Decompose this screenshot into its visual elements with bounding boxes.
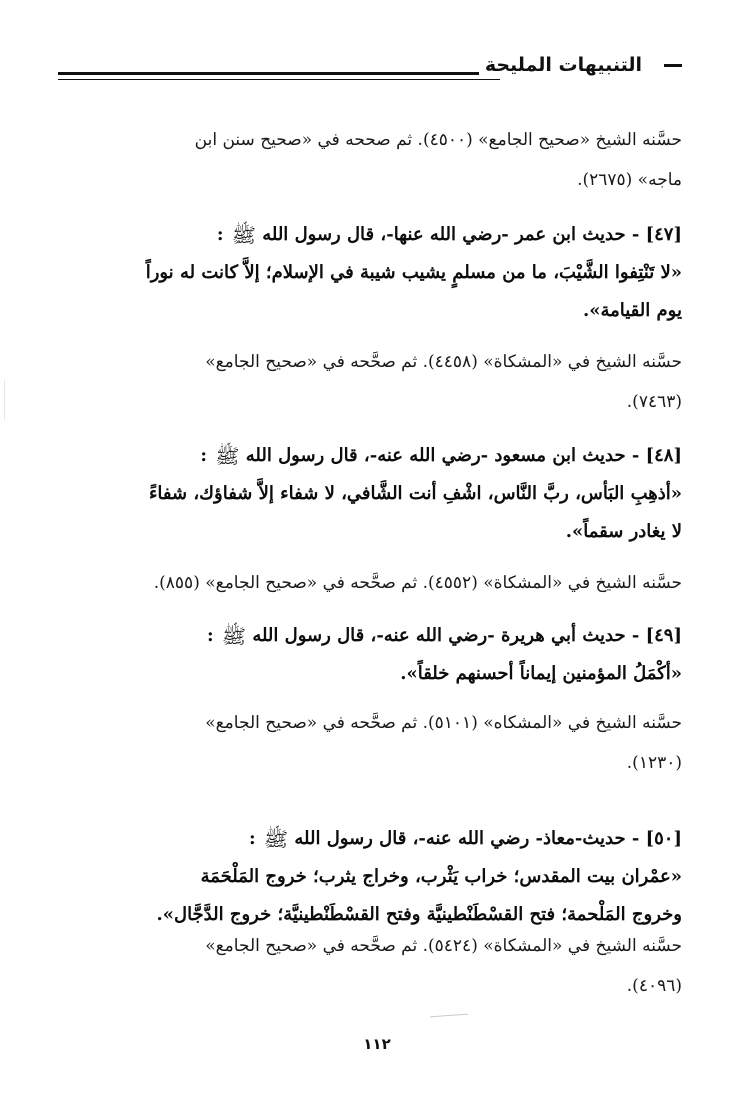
hadith-intro: - حديث أبي هريرة -رضي الله عنه-، قال رسول الله xyxy=(246,625,646,646)
note-line: حسَّنه الشيخ في «المشكاة» (٥٤٢٤). ثم صحَّحه في «صحيح الجامع» xyxy=(205,936,682,956)
hadith-colon: : xyxy=(216,224,224,245)
running-header xyxy=(58,52,682,86)
note-line: (٤٠٩٦). xyxy=(626,976,682,996)
note-line: حسَّنه الشيخ «صحيح الجامع» (٤٥٠٠). ثم صححه في «صحيح سنن ابن xyxy=(194,130,682,150)
takhrij-note xyxy=(60,926,682,1006)
hadith-number: [٤٧] xyxy=(645,224,682,245)
note-line: ماجه» (٢٦٧٥). xyxy=(577,170,682,190)
salawat-glyph: ﷺ xyxy=(263,827,289,851)
hadith-line: «لا تَنْتِفوا الشَّيْبَ، ما من مسلمٍ يشيب شيبة في الإسلام؛ إلاَّ كانت له نوراً xyxy=(145,262,682,283)
hadith-number: [٤٨] xyxy=(645,445,682,466)
hadith-intro: - حديث ابن مسعود -رضي الله عنه-، قال رسول الله xyxy=(239,445,646,466)
hadith-colon: : xyxy=(200,445,207,466)
hadith-line: لا يغادر سقماً». xyxy=(565,521,682,542)
hadith-line: يوم القيامة». xyxy=(582,300,682,321)
scan-artifact xyxy=(4,380,5,420)
scan-artifact xyxy=(430,1014,468,1018)
header-rule-thick xyxy=(58,72,500,75)
hadith-intro: - حديث-معاذ- رضي الله عنه-، قال رسول الله xyxy=(288,828,646,849)
hadith-entry xyxy=(60,216,682,330)
takhrij-note xyxy=(60,703,682,783)
takhrij-note xyxy=(60,563,682,603)
hadith-heading xyxy=(60,437,682,475)
hadith-colon: : xyxy=(206,625,214,646)
hadith-number: [٥٠] xyxy=(645,828,682,849)
hadith-heading xyxy=(60,216,682,254)
hadith-intro: - حديث ابن عمر -رضي الله عنها-، قال رسول الله xyxy=(255,224,646,245)
hadith-number: [٤٩] xyxy=(645,625,682,646)
note-line: حسَّنه الشيخ في «المشكاة» (٤٥٥٢). ثم صحَّحه في «صحيح الجامع» (٨٥٥). xyxy=(153,573,682,593)
salawat-glyph: ﷺ xyxy=(221,624,247,648)
takhrij-note xyxy=(60,120,682,200)
salawat-glyph: ﷺ xyxy=(215,444,240,468)
header-rule-thin xyxy=(58,79,500,80)
hadith-colon: : xyxy=(248,828,256,849)
page-number: ١١٢ xyxy=(363,1035,391,1053)
salawat-glyph: ﷺ xyxy=(231,223,256,247)
hadith-line: «عمْران بيت المقدس؛ خراب يَثْرب، وخراج يثرب؛ خروج المَلْحَمَة xyxy=(200,866,682,887)
hadith-entry xyxy=(60,437,682,551)
hadith-heading xyxy=(60,617,682,655)
header-dash xyxy=(664,64,682,67)
note-line: حسَّنه الشيخ في «المشكاة» (٤٤٥٨). ثم صحَّحه في «صحيح الجامع» xyxy=(205,352,682,372)
note-line: (١٢٣٠). xyxy=(626,753,682,773)
takhrij-note xyxy=(60,342,682,422)
note-line: حسَّنه الشيخ في «المشكاه» (٥١٠١). ثم صحَّحه في «صحيح الجامع» xyxy=(205,713,682,733)
hadith-heading xyxy=(60,820,682,858)
hadith-line: «أذهِبِ البَأس، ربَّ النَّاس، اشْفِ أنت الشَّافي، لا شفاء إلاَّ شفاؤك، شفاءً xyxy=(148,483,682,504)
hadith-line: وخروج المَلْحمة؛ فتح القسْطَنْطينيَّة وفتح القسْطَنْطينيَّة؛ خروج الدَّجَّال». xyxy=(156,904,682,925)
note-line: (٧٤٦٣). xyxy=(626,392,682,412)
hadith-entry xyxy=(60,820,682,934)
hadith-line: «أكْمَلُ المؤمنين إيماناً أحسنهم خلقاً». xyxy=(400,663,682,684)
book-title: التنبيهات المليحة xyxy=(479,54,648,76)
hadith-entry xyxy=(60,617,682,693)
